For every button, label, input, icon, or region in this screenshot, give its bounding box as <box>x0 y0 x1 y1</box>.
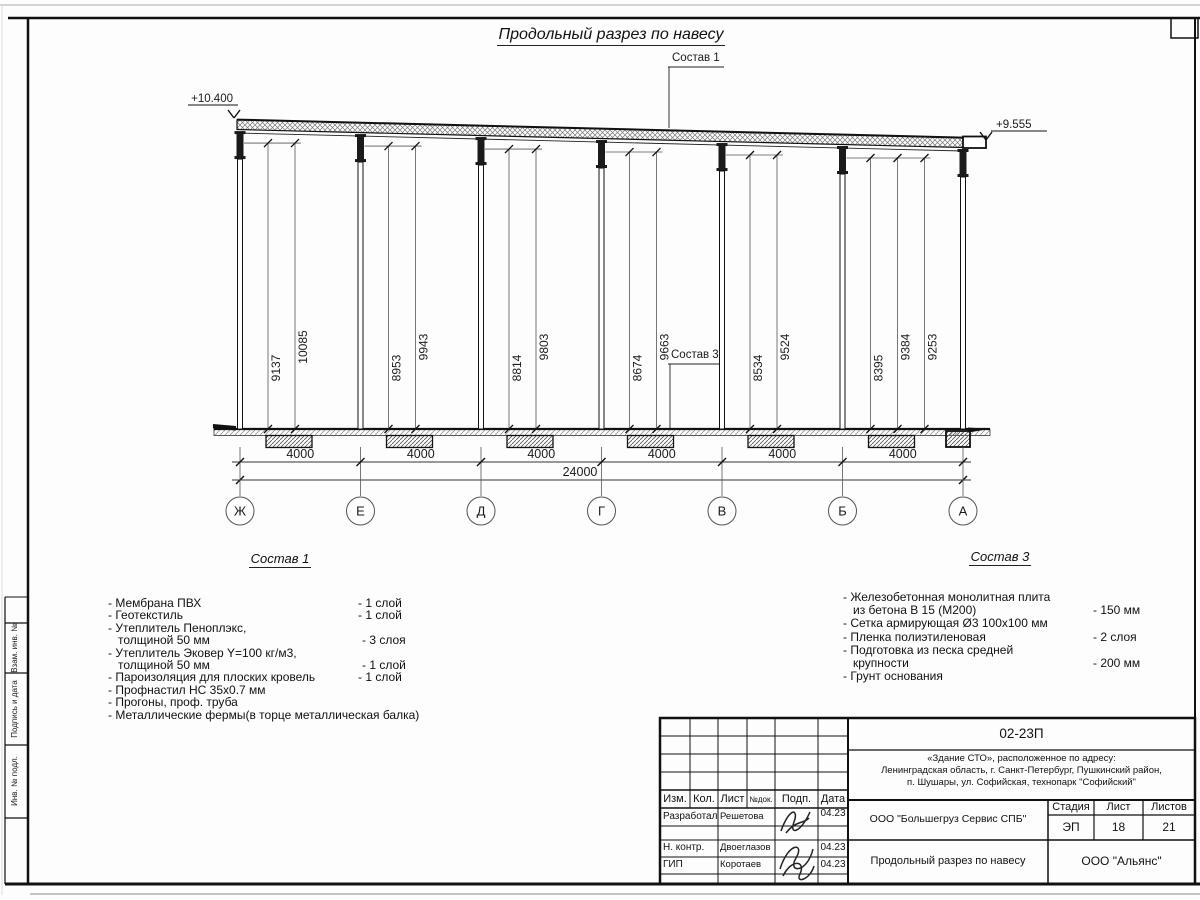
bay-dimension-value: 4000 <box>888 447 917 461</box>
tb-header-izm: Изм. <box>663 793 687 805</box>
page-title-wrap <box>451 26 771 44</box>
footing-block <box>266 436 312 448</box>
roof-end-beam <box>963 137 986 149</box>
leader-sostav-1-label: Состав 1 <box>672 52 720 64</box>
leader-sostav-3 <box>668 349 722 429</box>
tb-name-3: Коротаев <box>720 859 762 870</box>
footing-block <box>628 436 674 448</box>
generated-structure <box>226 131 977 525</box>
elevation-right-value: +9.555 <box>996 119 1032 131</box>
column-shaft <box>961 177 966 429</box>
bay-dimension-value: 4000 <box>768 447 797 461</box>
tb-name-1: Решетова <box>720 811 764 822</box>
vertical-dimension-value: 9253 <box>925 333 940 361</box>
tb-role-3: ГИП <box>663 859 683 870</box>
tb-sheet-value: 18 <box>1111 820 1126 834</box>
tb-name-2: Двоеглазов <box>720 842 771 853</box>
footing-block <box>507 436 553 448</box>
elevation-left-value: +10.400 <box>191 93 233 105</box>
page-title: Продольный разрез по навесу <box>497 26 726 46</box>
tb-sheets-value: 21 <box>1162 820 1176 834</box>
bay-dimension-value: 4000 <box>406 447 435 461</box>
axis-letter: Г <box>597 503 606 519</box>
leader-sostav-1 <box>668 52 724 128</box>
tb-doc-code: 02-23П <box>999 726 1044 741</box>
truss-shoe <box>960 151 967 175</box>
tb-role-2: Н. контр. <box>663 842 705 853</box>
column-shaft <box>599 168 604 429</box>
elevation-mark-left <box>188 93 240 118</box>
vertical-dimension-value: 9943 <box>416 333 431 361</box>
axis-letter: Б <box>838 503 847 519</box>
list-item: - Геотекстиль - 1 слой <box>108 608 402 623</box>
list-item: - Пленка полиэтиленовая - 2 слоя <box>843 629 1137 644</box>
tb-project-line-1: «Здание СТО», расположенное по адресу: <box>927 753 1116 764</box>
list-item: крупности - 200 мм <box>853 655 1141 670</box>
truss-shoe <box>237 133 244 157</box>
tb-sheet-label: Лист <box>1106 801 1131 813</box>
end-footing <box>946 431 970 447</box>
column-shaft <box>238 159 243 429</box>
axis-letter: А <box>958 503 968 519</box>
list-item: - Профнастил НС 35х0.7 мм <box>108 682 266 697</box>
list-item: - Прогоны, проф. труба <box>108 695 238 710</box>
vertical-dimension-value: 8534 <box>751 354 765 382</box>
list-item: - Утеплитель Пеноплэкс, <box>108 620 247 635</box>
elevation-mark-right <box>980 119 1047 140</box>
tb-project-line-3: п. Шушары, ул. Софийская, технопарк "Софийский" <box>907 777 1136 788</box>
column-shaft <box>720 171 725 429</box>
composition-1-list <box>108 597 458 721</box>
list-item: - Мембрана ПВХ - 1 слой <box>108 596 402 610</box>
tb-header-kol: Кол. <box>693 793 715 805</box>
composition-3-title-wrap <box>960 548 1040 566</box>
tb-stage-label: Стадия <box>1052 801 1090 813</box>
vertical-dimension-value: 10085 <box>296 330 310 364</box>
vertical-dimension-value: 9384 <box>898 333 913 361</box>
tb-org: ООО "Альянс" <box>1081 854 1162 868</box>
list-item: из бетона В 15 (М200) - 150 мм <box>853 603 1141 618</box>
footing-block <box>869 436 915 448</box>
axis-letter: Е <box>356 503 365 519</box>
axis-letter: Д <box>476 503 486 519</box>
footing-block <box>387 436 433 448</box>
composition-3-list <box>843 591 1183 683</box>
composition-3-title: Состав 3 <box>970 549 1030 564</box>
corner-stamp-box <box>1171 18 1198 38</box>
list-item: - Подготовка из песка средней <box>843 642 1014 657</box>
truss-shoe <box>719 145 726 169</box>
tb-drawing-name: Продольный разрез по навесу <box>870 855 1026 867</box>
truss-shoe <box>478 139 485 163</box>
column-shaft <box>840 174 845 429</box>
list-item: толщиной 50 мм - 1 слой <box>118 657 406 672</box>
list-item: - Утеплитель Эковер Y=100 кг/м3, <box>108 645 297 660</box>
list-item: толщиной 50 мм - 3 слоя <box>118 633 406 648</box>
truss-shoe <box>839 148 846 172</box>
tb-header-doc: №док. <box>749 795 773 804</box>
list-item: - Грунт основания <box>843 669 943 684</box>
signatures <box>780 812 814 880</box>
column-shaft <box>358 162 363 429</box>
list-item: - Пароизоляция для плоских кровель - 1 слой <box>108 670 402 685</box>
list-item: - Металлические фермы(в торце металлическая балка) <box>108 707 420 722</box>
tb-stage-value: ЭП <box>1062 820 1080 834</box>
tb-header-podp: Подп. <box>781 793 812 805</box>
axis-letter: Ж <box>233 503 247 519</box>
roof-band <box>237 120 986 152</box>
tb-header-list: Лист <box>720 793 745 805</box>
vertical-dimension-value: 9137 <box>269 354 283 382</box>
leader-sostav-3-label: Состав 3 <box>671 349 719 361</box>
list-item: - Железобетонная монолитная плита <box>843 590 1051 604</box>
truss-shoe <box>357 136 364 160</box>
footing-block <box>748 436 794 448</box>
tb-date-3: 04.23 <box>820 859 846 870</box>
bay-dimension-value: 4000 <box>647 447 676 461</box>
vertical-dimension-value: 9663 <box>657 333 672 361</box>
signature-reshetova <box>781 812 810 833</box>
axis-letter: В <box>717 503 727 519</box>
truss-shoe <box>598 142 605 166</box>
tb-role-1: Разработал <box>663 811 718 822</box>
composition-1-title-wrap <box>240 550 320 568</box>
column-shaft <box>479 165 484 429</box>
tb-project-line-2: Ленинградская область, г. Санкт-Петербург, Пушкинский район, <box>881 765 1162 776</box>
composition-1-title: Состав 1 <box>250 551 310 566</box>
tb-header-data: Дата <box>820 793 846 805</box>
tb-company: ООО "Большегруз Сервис СПБ" <box>869 813 1027 825</box>
side-strip-label-inv: Инв. № подл. <box>10 756 19 806</box>
vertical-dimension-value: 9524 <box>778 333 792 361</box>
side-strip-label-podp: Подпись и дата <box>10 680 19 738</box>
vertical-dimension-value: 9803 <box>537 333 551 361</box>
tb-sheets-label: Листов <box>1151 801 1187 813</box>
bay-dimension-value: 4000 <box>527 447 556 461</box>
bay-dimension-value: 4000 <box>286 447 315 461</box>
total-dimension-value: 24000 <box>562 465 598 479</box>
vertical-dimension-value: 8674 <box>630 354 645 382</box>
signature-dvoeglazov-korotaev <box>780 847 814 879</box>
side-strip-label-vzam: Взам. инв. № <box>10 623 19 673</box>
list-item: - Сетка армирующая Ø3 100х100 мм <box>843 616 1048 631</box>
vertical-dimension-value: 8953 <box>389 354 404 382</box>
vertical-dimension-value: 8395 <box>871 354 886 382</box>
tb-date-2: 04.23 <box>820 842 846 853</box>
tb-date-1: 04.23 <box>820 808 846 819</box>
vertical-dimension-value: 8814 <box>510 354 524 382</box>
